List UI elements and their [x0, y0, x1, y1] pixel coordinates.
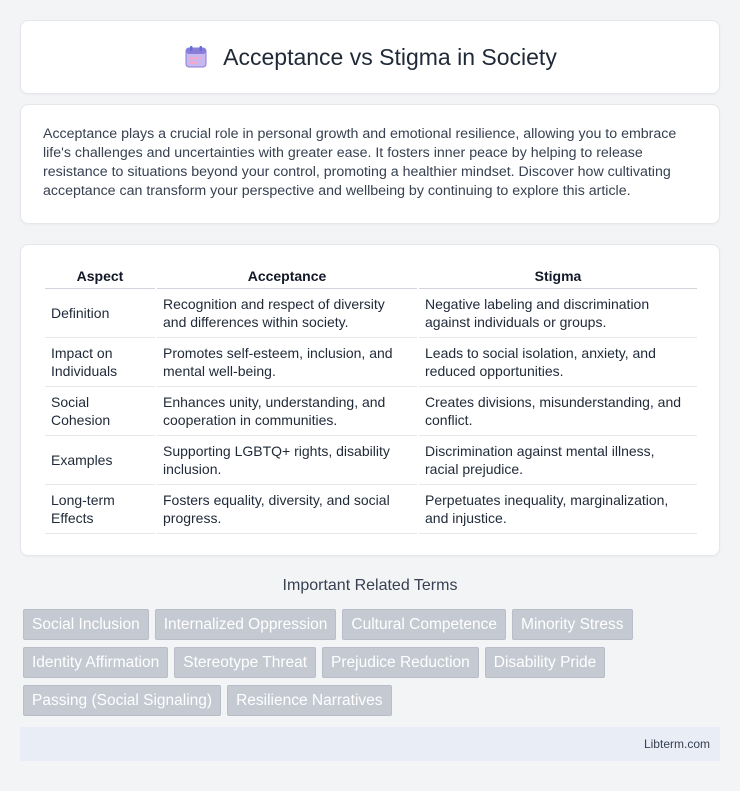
table-cell: Enhances unity, understanding, and cooperation in communities. [157, 387, 417, 436]
table-row [45, 338, 697, 387]
term-tag[interactable]: Identity Affirmation [23, 647, 168, 678]
term-tag[interactable]: Cultural Competence [342, 609, 506, 640]
column-header-stigma: Stigma [419, 265, 697, 289]
table-row [45, 387, 697, 436]
table-header-row [45, 265, 697, 289]
table-cell: Impact on Individuals [45, 338, 155, 387]
table-cell: Long-term Effects [45, 485, 155, 534]
table-cell: Definition [45, 289, 155, 338]
table-cell: Fosters equality, diversity, and social progress. [157, 485, 417, 534]
calendar-icon [183, 44, 209, 70]
term-tag[interactable]: Resilience Narratives [227, 685, 391, 716]
header-card [20, 20, 720, 94]
page-title: Acceptance vs Stigma in Society [223, 43, 557, 70]
term-tag[interactable]: Passing (Social Signaling) [23, 685, 221, 716]
table-row [45, 485, 697, 534]
intro-card [20, 104, 720, 224]
table-cell: Social Cohesion [45, 387, 155, 436]
table-cell: Perpetuates inequality, marginalization, and injustice. [419, 485, 697, 534]
table-cell: Creates divisions, misunderstanding, and conflict. [419, 387, 697, 436]
related-terms-list [23, 609, 723, 716]
term-tag[interactable]: Minority Stress [512, 609, 633, 640]
column-header-aspect: Aspect [45, 265, 155, 289]
table-cell: Examples [45, 436, 155, 485]
table-cell: Leads to social isolation, anxiety, and reduced opportunities. [419, 338, 697, 387]
table-cell: Supporting LGBTQ+ rights, disability inclusion. [157, 436, 417, 485]
table-row [45, 289, 697, 338]
term-tag[interactable]: Prejudice Reduction [322, 647, 479, 678]
table-cell: Negative labeling and discrimination against individuals or groups. [419, 289, 697, 338]
intro-text: Acceptance plays a crucial role in personal growth and emotional resilience, allowing you to embrace life's challenges and uncertainties with greater ease. It fosters inner peace by helping to release resistance to situations beyond your control, promoting a healthier mindset. Discover how cultivating acceptance can transform your perspective and wellbeing by continuing to explore this article. [43, 126, 677, 199]
column-header-acceptance: Acceptance [157, 265, 417, 289]
footer [20, 727, 720, 761]
table-cell: Promotes self-esteem, inclusion, and mental well-being. [157, 338, 417, 387]
term-tag[interactable]: Internalized Oppression [155, 609, 337, 640]
table-cell: Discrimination against mental illness, racial prejudice. [419, 436, 697, 485]
footer-site-link[interactable]: Libterm.com [643, 737, 710, 751]
term-tag[interactable]: Disability Pride [485, 647, 606, 678]
table-cell: Recognition and respect of diversity and differences within society. [157, 289, 417, 338]
comparison-table-card [20, 244, 720, 556]
related-terms-title: Important Related Terms [282, 577, 458, 594]
term-tag[interactable]: Stereotype Threat [174, 647, 316, 678]
table-row [45, 436, 697, 485]
comparison-table [43, 265, 699, 534]
term-tag[interactable]: Social Inclusion [23, 609, 149, 640]
